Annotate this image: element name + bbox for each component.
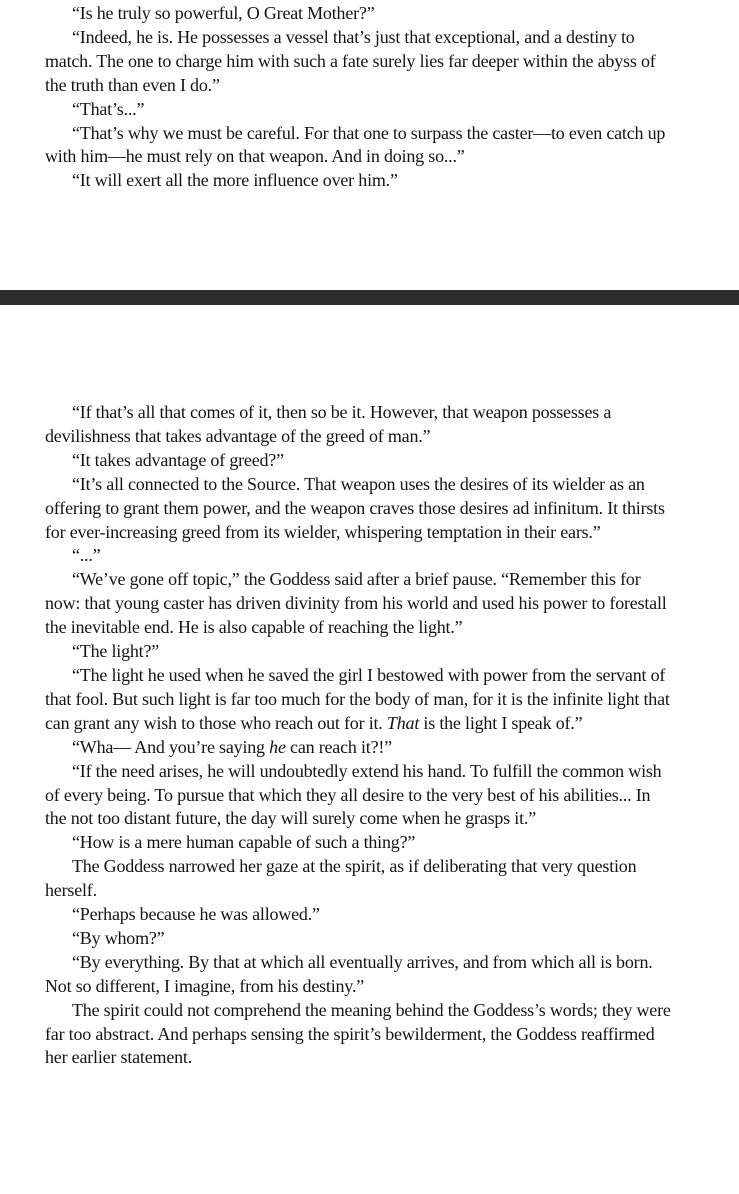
text-segment: “The light he used when he saved the girl I bestowed with power from the servant of that fool. But such light is far too much for the body of man, for it is the infinite light that can grant any wish to those who reach out for it. bbox=[45, 664, 670, 733]
paragraph bbox=[45, 855, 675, 903]
paragraph bbox=[45, 951, 675, 999]
book-page-top bbox=[45, 2, 675, 193]
paragraph bbox=[45, 927, 675, 951]
paragraph bbox=[45, 98, 675, 122]
text-segment: “The light?” bbox=[72, 641, 160, 662]
text-segment: “...” bbox=[72, 545, 101, 566]
paragraph bbox=[45, 544, 675, 568]
paragraph bbox=[45, 26, 675, 98]
text-segment: “If that’s all that comes of it, then so be it. However, that weapon possesses a devilishness that takes advantage of the greed of man.” bbox=[45, 402, 612, 446]
paragraph bbox=[45, 640, 675, 664]
italic-emphasis: he bbox=[269, 736, 286, 757]
paragraph bbox=[45, 122, 675, 170]
paragraph bbox=[45, 568, 675, 640]
text-segment: “That’s why we must be careful. For that one to surpass the caster—to even catch up with him—he must rely on that weapon. And in doing so...” bbox=[45, 122, 666, 167]
paragraph bbox=[45, 449, 675, 473]
text-segment: “It will exert all the more influence over him.” bbox=[72, 170, 398, 191]
text-segment: The Goddess narrowed her gaze at the spirit, as if deliberating that very question herself. bbox=[45, 856, 637, 901]
paragraph bbox=[45, 401, 675, 449]
text-segment: “Perhaps because he was allowed.” bbox=[72, 904, 320, 925]
text-segment: “That’s...” bbox=[72, 98, 145, 119]
paragraph bbox=[45, 664, 675, 736]
text-segment: “Wha— And you’re saying bbox=[72, 736, 270, 757]
text-segment: “How is a mere human capable of such a thing?” bbox=[72, 832, 416, 853]
text-segment: “By everything. By that at which all eventually arrives, and from which all is born. Not so different, I imagine, from his destiny.” bbox=[45, 951, 653, 996]
paragraph bbox=[45, 2, 675, 26]
book-page-bottom bbox=[45, 401, 675, 1070]
page-separator-bar bbox=[0, 290, 739, 305]
italic-emphasis: That bbox=[386, 712, 420, 733]
paragraph bbox=[45, 736, 675, 760]
paragraph bbox=[45, 473, 675, 545]
paragraph bbox=[45, 169, 675, 193]
paragraph bbox=[45, 831, 675, 855]
text-segment: “It takes advantage of greed?” bbox=[72, 449, 284, 470]
text-segment: “We’ve gone off topic,” the Goddess said after a brief pause. “Remember this for now: that young caster has driven divinity from his world and used his power to forestall the inevitable end. He is also capable of reaching the light.” bbox=[45, 569, 667, 638]
text-segment: “Indeed, he is. He possesses a vessel that’s just that exceptional, and a destiny to match. The one to charge him with such a fate surely lies far deeper within the abyss of the truth than even I do.” bbox=[45, 26, 656, 95]
text-segment: “It’s all connected to the Source. That weapon uses the desires of its wielder as an offering to grant them power, and the weapon craves those desires ad infinitum. It thirsts for ever-increasing greed from its wielder, whispering temptation in their ears.” bbox=[45, 473, 665, 542]
text-segment: The spirit could not comprehend the meaning behind the Goddess’s words; they were far too abstract. And perhaps sensing the spirit’s bewilderment, the Goddess reaffirmed her earlier statement. bbox=[45, 999, 671, 1068]
paragraph bbox=[45, 999, 675, 1071]
text-segment: is the light I speak of.” bbox=[419, 712, 583, 733]
text-segment: “By whom?” bbox=[72, 927, 165, 948]
text-segment: “If the need arises, he will undoubtedly extend his hand. To fulfill the common wish of every being. To pursue that which they all desire to the very best of his abilities... In the not too distant future, the day will surely come when he grasps it.” bbox=[45, 760, 662, 829]
text-segment: “Is he truly so powerful, O Great Mother?” bbox=[72, 3, 375, 23]
paragraph bbox=[45, 903, 675, 927]
paragraph bbox=[45, 760, 675, 832]
text-segment: can reach it?!” bbox=[285, 736, 392, 757]
